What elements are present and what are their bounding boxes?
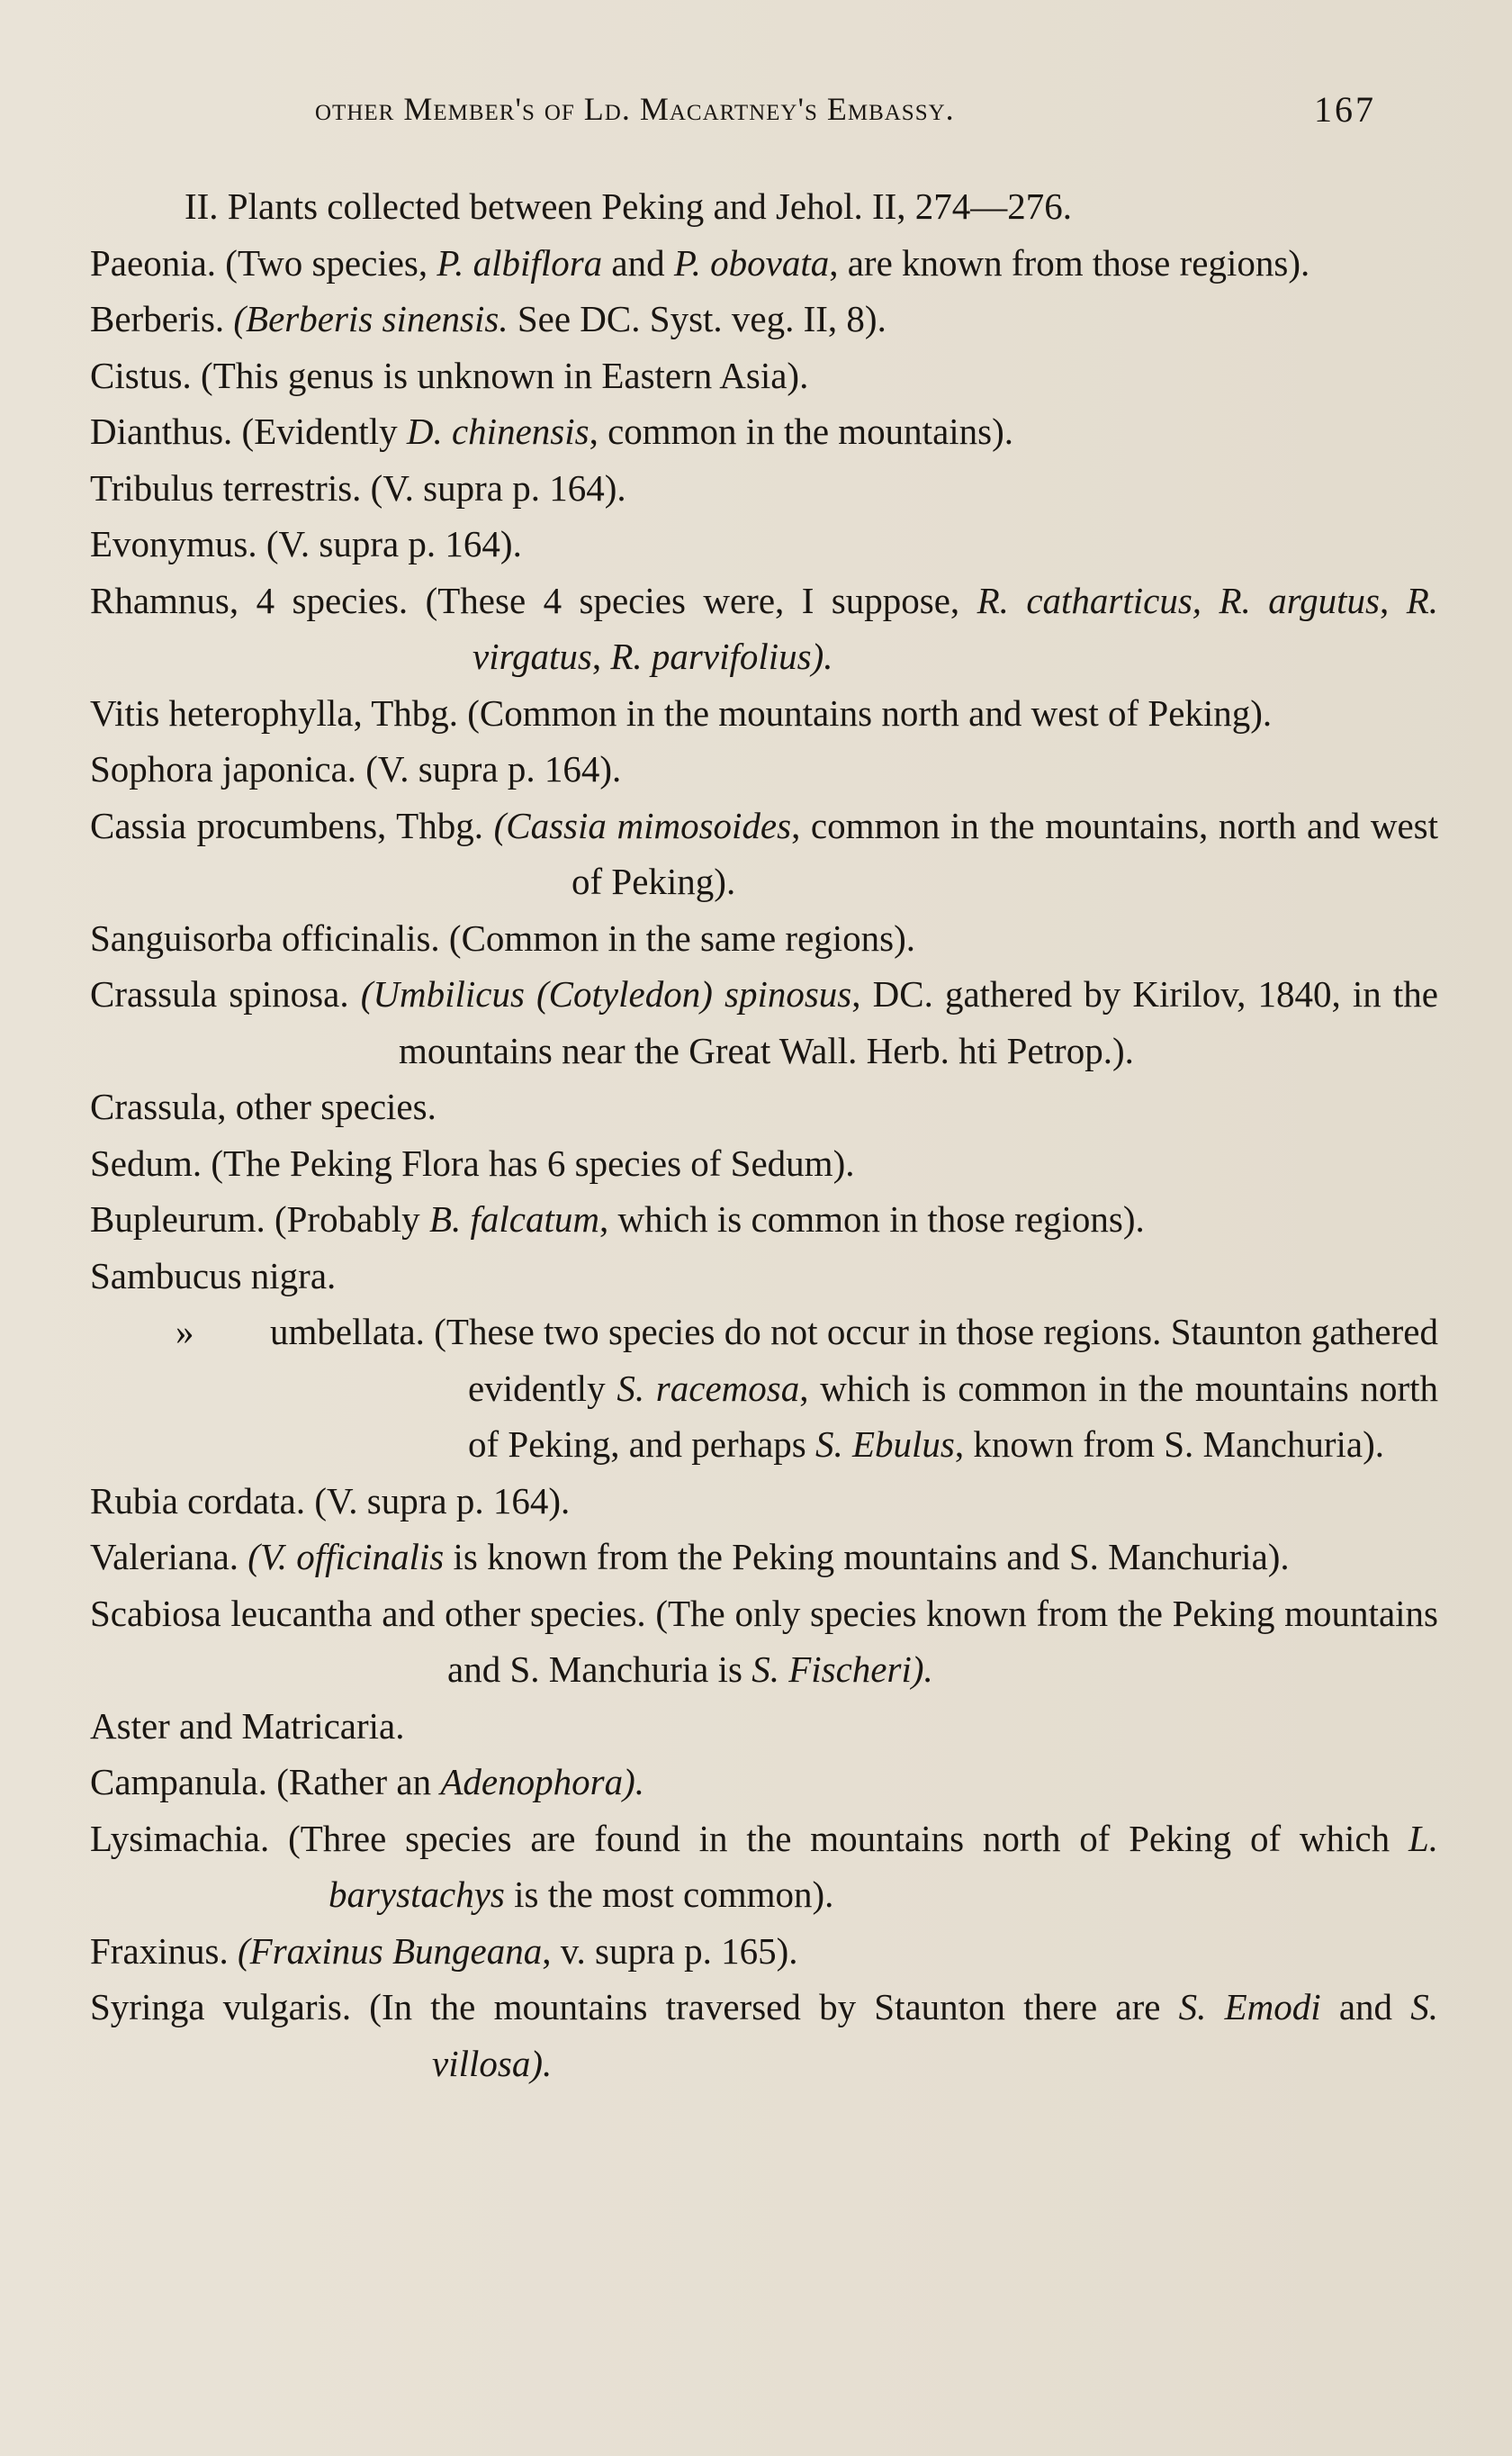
plant-entry [90, 1135, 1438, 1192]
entry-text: Fraxinus. [90, 1929, 238, 1972]
italic-species-name: S. Emodi [1178, 1986, 1321, 2027]
plant-entry [90, 685, 1438, 742]
italic-species-name: S. Fischeri). [752, 1648, 933, 1690]
entry-text: , common in the mountains). [589, 411, 1014, 452]
entry-text: Paeonia. (Two species, [90, 241, 437, 284]
entry-text: See DC. Syst. veg. II, 8). [508, 298, 886, 339]
plant-entry [90, 741, 1438, 798]
italic-species-name: D. chinensis [406, 411, 590, 452]
entry-text: is the most common). [504, 1874, 834, 1915]
entry-text: Valeriana. [90, 1536, 248, 1577]
entry-text: Crassula, other species. [90, 1086, 436, 1127]
italic-species-name: Adenophora). [440, 1761, 644, 1802]
entry-text: Scabiosa leucantha and other species. (The only species known from the Peking mountains and S. Manchuria is [90, 1592, 1438, 1690]
entry-text: , [591, 636, 611, 677]
entry-text: Aster and Matricaria. [90, 1704, 405, 1747]
plant-entry [90, 573, 1438, 685]
page-number: 167 [1314, 89, 1376, 130]
entry-text: , known from S. Manchuria). [954, 1423, 1385, 1465]
entry-text: Sedum. (The Peking Flora has 6 species of Sedum). [90, 1142, 855, 1184]
entry-text: Tribulus terrestris. (V. supra p. 164). [90, 466, 626, 509]
entry-text: , [1380, 579, 1407, 621]
plant-entry [90, 1923, 1438, 1980]
entry-text: Syringa vulgaris. (In the mountains traversed by Staunton there are [90, 1986, 1179, 2027]
entry-text: and [1320, 1986, 1411, 2027]
entry-text: Cistus. (This genus is unknown in Eastern Asia). [90, 354, 809, 396]
italic-species-name: S. racemosa [616, 1367, 800, 1409]
entry-text: , DC. gathered by Kirilov, 1840, in the mountains near the Great Wall. Herb. hti Petrop.). [399, 973, 1438, 1071]
italic-species-name: R. catharticus, R. argutus [976, 579, 1381, 621]
entry-text: Crassula spinosa. [90, 973, 361, 1015]
plant-entry [90, 403, 1438, 460]
italic-species-name: B. falcatum [428, 1198, 599, 1240]
italic-species-name: P. obovata [673, 241, 830, 284]
plant-entry [90, 1585, 1438, 1698]
italic-species-name: R. virgatus [472, 579, 1438, 677]
entry-text: Dianthus. (Evidently [90, 411, 407, 452]
entry-text: , common in the mountains, north and west of Peking). [572, 804, 1438, 902]
plant-entry [90, 910, 1438, 967]
plant-entry [90, 1754, 1438, 1810]
entry-text: , which is common in those regions). [598, 1198, 1145, 1240]
running-head: other Member's of Ld. Macartney's Embassy. [315, 91, 955, 127]
plant-entry [90, 1079, 1438, 1135]
plant-entry [90, 1529, 1438, 1585]
italic-species-name: (Berberis sinensis. [233, 298, 508, 339]
plant-entry [90, 516, 1438, 573]
italic-species-name: (Cassia mimosoides [493, 804, 792, 846]
italic-species-name: S. villosa). [432, 1986, 1439, 2084]
ditto-mark: » [176, 1311, 194, 1352]
plant-entry [90, 1810, 1438, 1923]
entry-text: Lysimachia. (Three species are found in the mountains north of Peking of which [90, 1817, 1408, 1859]
entry-text: II. Plants collected between Peking and Jehol. II, 274—276. [184, 185, 1073, 227]
entry-text: , which is common in the mountains north of Peking, and perhaps [468, 1367, 1438, 1465]
plant-entry [90, 1473, 1438, 1530]
italic-species-name: (Fraxinus Bungeana [238, 1929, 543, 1972]
entry-text: and [602, 241, 674, 284]
plant-list [90, 178, 1438, 2091]
italic-species-name: L. barystachys [328, 1817, 1438, 1915]
entry-text: Berberis. [90, 298, 234, 339]
plant-entry [90, 1191, 1438, 1248]
entry-text: Sambucus nigra. [90, 1254, 337, 1296]
entry-text: Bupleurum. (Probably [90, 1198, 429, 1240]
entry-text: Sophora japonica. (V. supra p. 164). [90, 748, 622, 790]
entry-text: Sanguisorba officinalis. (Common in the same regions). [90, 916, 916, 959]
entry-text: Evonymus. (V. supra p. 164). [90, 523, 522, 564]
italic-species-name: (Umbilicus (Cotyledon) spinosus [360, 973, 852, 1015]
plant-entry [90, 1304, 1438, 1473]
entry-text: umbellata. (These two species do not occur in those regions. Staunton gathered evidently [270, 1311, 1438, 1409]
italic-species-name: S. Ebulus [815, 1423, 955, 1465]
entry-text: Campanula. (Rather an [90, 1761, 441, 1802]
entry-text: , are known from those regions). [829, 241, 1310, 284]
italic-species-name: R. parvifolius). [610, 636, 833, 677]
plant-entry [90, 798, 1438, 910]
entry-text: Vitis heterophylla, Thbg. (Common in the mountains north and west of Peking). [90, 691, 1273, 734]
section-heading [90, 178, 1438, 235]
entry-text: is known from the Peking mountains and S. Manchuria). [444, 1536, 1290, 1577]
plant-entry [90, 460, 1438, 517]
italic-species-name: P. albiflora [436, 241, 603, 284]
plant-entry [90, 1248, 1438, 1305]
italic-species-name: (V. officinalis [248, 1536, 445, 1577]
plant-entry [90, 1979, 1438, 2091]
entry-text: , v. supra p. 165). [542, 1929, 798, 1972]
entry-text: Rubia cordata. (V. supra p. 164). [90, 1479, 571, 1521]
plant-entry [90, 348, 1438, 404]
plant-entry [90, 966, 1438, 1079]
plant-entry [90, 235, 1438, 292]
entry-text: Cassia procumbens, Thbg. [90, 804, 494, 846]
plant-entry [90, 1698, 1438, 1755]
entry-text: Rhamnus, 4 species. (These 4 species were, I suppose, [90, 579, 977, 621]
plant-entry [90, 291, 1438, 348]
